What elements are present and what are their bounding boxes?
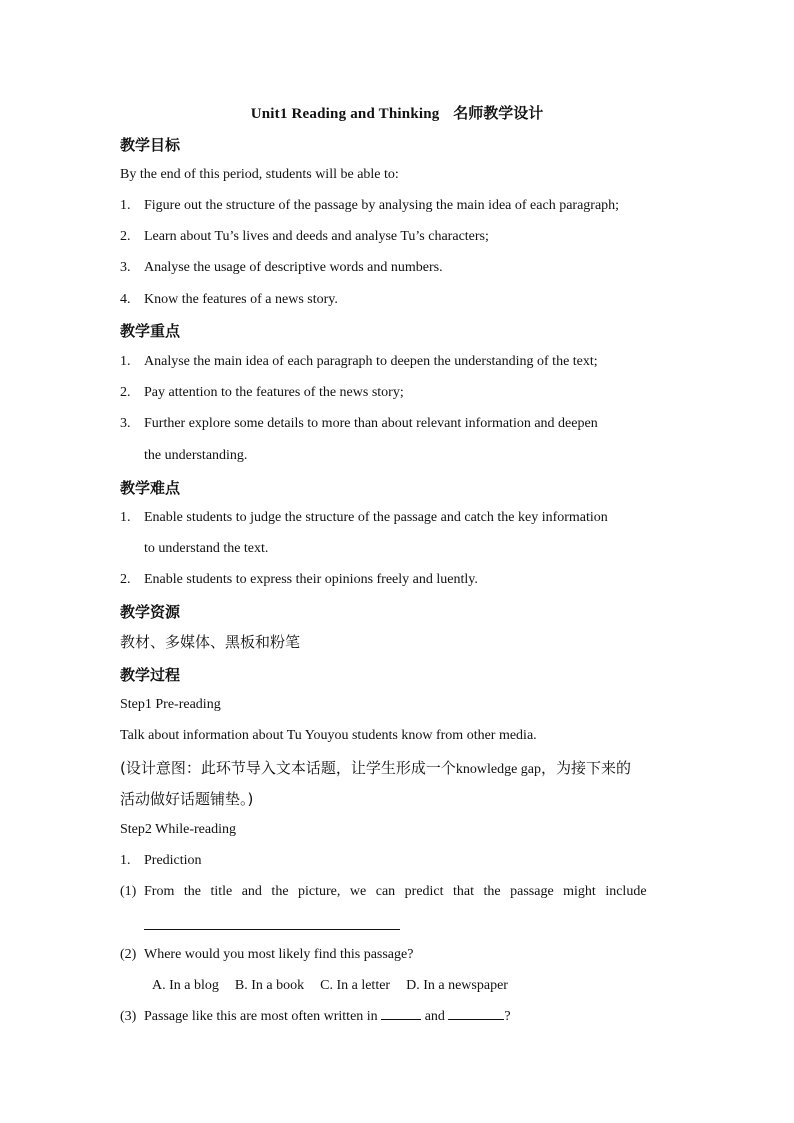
- answer-blank[interactable]: [144, 929, 400, 930]
- prediction-item: [120, 851, 202, 871]
- design-note-part-b: ，为接下来的: [541, 759, 632, 777]
- item-text: Enable students to express their opinions freely and luently.: [144, 572, 478, 587]
- title-english: Unit1 Reading and Thinking: [250, 106, 440, 122]
- objective-item: [120, 290, 338, 310]
- answer-blank-1[interactable]: [381, 1007, 421, 1020]
- question-2-options: [152, 976, 524, 996]
- question-text-c: ?: [504, 1009, 511, 1024]
- resources-heading: 教学资源: [120, 603, 181, 621]
- item-number: 4.: [120, 292, 131, 307]
- design-note: [120, 758, 631, 780]
- item-number: 2.: [120, 229, 131, 244]
- step1-heading: Step1 Pre-reading: [120, 697, 221, 712]
- item-number: 1.: [120, 354, 131, 369]
- key-point-item: [120, 383, 404, 403]
- item-number: 3.: [120, 416, 131, 431]
- objectives-heading: 教学目标: [120, 136, 181, 154]
- design-note-english: knowledge gap: [455, 762, 542, 777]
- option-d[interactable]: D. In a newspaper: [406, 978, 508, 993]
- objective-item: [120, 227, 489, 247]
- question-text: From the title and the picture, we can predict that the passage might include: [144, 884, 647, 899]
- question-text: Where would you most likely find this passage?: [144, 947, 414, 962]
- title-chinese: 名师教学设计: [453, 106, 544, 122]
- key-point-item: [120, 414, 598, 434]
- difficulty-item: [120, 508, 608, 528]
- resources-text: 教材、多媒体、黑板和粉笔: [120, 633, 301, 651]
- item-text: Further explore some details to more than about relevant information and deepen: [144, 416, 598, 431]
- option-b[interactable]: B. In a book: [234, 978, 305, 993]
- item-number: 2.: [120, 572, 131, 587]
- document-title: [0, 102, 794, 123]
- question-text-a: Passage like this are most often written in: [144, 1009, 378, 1024]
- item-text: Figure out the structure of the passage by analysing the main idea of each paragraph;: [144, 198, 620, 213]
- question-number: (2): [120, 947, 137, 962]
- question-text-b: and: [424, 1009, 445, 1024]
- item-text: Enable students to judge the structure of the passage and catch the key information: [144, 510, 608, 525]
- item-number: 3.: [120, 260, 131, 275]
- item-number: 1.: [120, 198, 131, 213]
- option-c[interactable]: C. In a letter: [320, 978, 391, 993]
- option-a[interactable]: A. In a blog: [152, 978, 219, 993]
- item-number: 1.: [120, 510, 131, 525]
- step1-text: Talk about information about Tu Youyou students know from other media.: [120, 728, 537, 743]
- key-point-item: [120, 352, 598, 372]
- difficulties-heading: 教学难点: [120, 479, 181, 497]
- step2-heading: Step2 While-reading: [120, 822, 236, 837]
- key-point-continuation: the understanding.: [144, 448, 248, 463]
- difficulty-continuation: to understand the text.: [144, 541, 269, 556]
- item-text: Analyse the main idea of each paragraph to deepen the understanding of the text;: [144, 354, 598, 369]
- design-note-part-a: (设计意图：此环节导入文本话题，让学生形成一个: [120, 759, 456, 777]
- question-number: (1): [120, 884, 137, 899]
- process-heading: 教学过程: [120, 666, 181, 684]
- question-3: [120, 1007, 511, 1027]
- key-points-heading: 教学重点: [120, 322, 181, 340]
- item-text: Prediction: [144, 853, 202, 868]
- item-text: Know the features of a news story.: [144, 292, 338, 307]
- question-number: (3): [120, 1009, 137, 1024]
- answer-blank-2[interactable]: [448, 1007, 504, 1020]
- item-text: Learn about Tu’s lives and deeds and analyse Tu’s characters;: [144, 229, 489, 244]
- objective-item: [120, 196, 619, 216]
- objectives-intro: By the end of this period, students will be able to:: [120, 167, 399, 182]
- objective-item: [120, 258, 443, 278]
- difficulty-item: [120, 570, 478, 590]
- item-text: Pay attention to the features of the news story;: [144, 385, 404, 400]
- item-number: 1.: [120, 853, 131, 868]
- item-text: Analyse the usage of descriptive words and numbers.: [144, 260, 443, 275]
- question-2: [120, 945, 413, 965]
- item-number: 2.: [120, 385, 131, 400]
- design-note-line2: 活动做好话题铺垫。): [120, 790, 254, 808]
- question-1: [120, 882, 647, 902]
